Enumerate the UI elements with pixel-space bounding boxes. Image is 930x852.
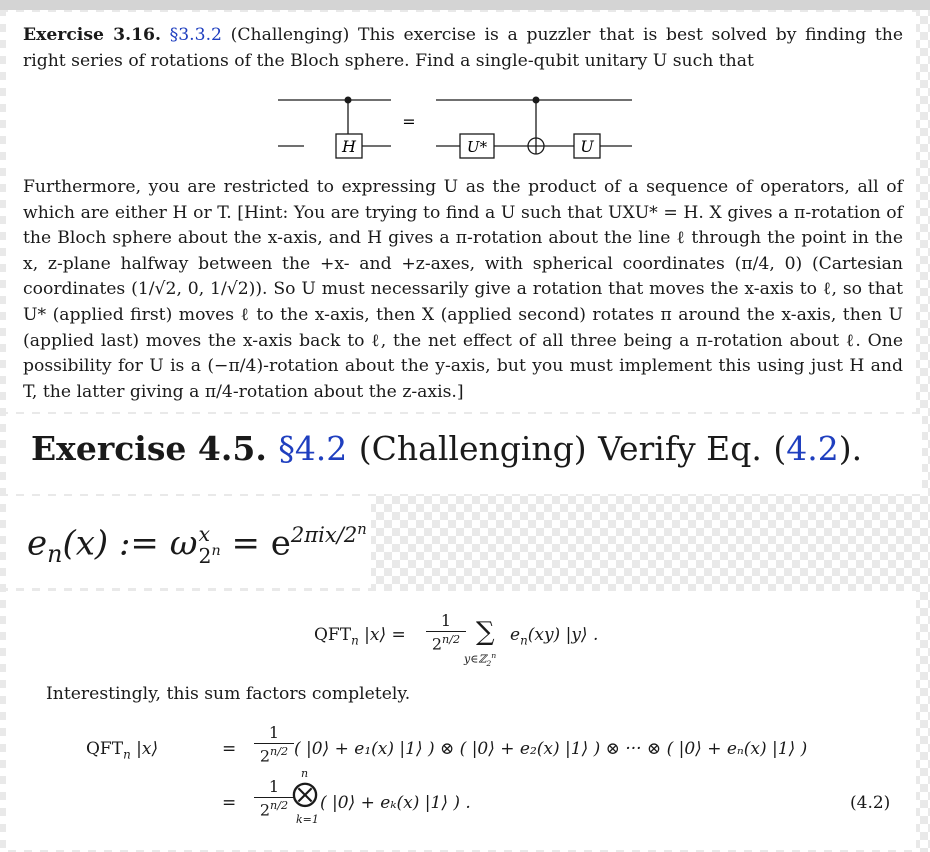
qft-fraction: 1 $2^{n/2}$ (426, 611, 466, 653)
formula-en-panel (6, 496, 371, 588)
formula-en: $e_n(x)$ := ω x 2$^n$ = $e^{2\pi ix/2^n}$ (27, 521, 367, 569)
heading-period: . (851, 429, 863, 468)
product-line-2: ( |0⟩ + eₖ(x) |1⟩ ) . (320, 793, 471, 813)
intro-text: This exercise is a puzzler that is best solved by finding the right series of rotations of the Bloch sphere. Find a single-qubit unitary U such that (23, 25, 904, 71)
difficulty-tag: (Challenging) (230, 25, 350, 45)
section-link-4-2[interactable]: §4.2 (278, 429, 348, 468)
factor-note: Interestingly, this sum factors completely. (46, 684, 411, 704)
equation-number: (4.2) (850, 793, 891, 813)
exercise-4-5-heading (31, 429, 862, 468)
circuit-equals: = (402, 112, 416, 131)
gate-h: H (342, 137, 356, 156)
exercise-3-16-label: Exercise 3.16. (23, 25, 161, 45)
exercise-3-16-body: Furthermore, you are restricted to expressing U as the product of a sequence of operators, all of which are either H or T. [Hint: You are trying to find a U such that UXU* = H. X gives a π-rotation of the Bloch sphere about the x-axis, and H gives a π-rotation about the line ℓ through the point in the x, z-plane halfway between the +x- and +z-axes, with spherical coordinates (π/4, 0) (Cartesian coordinates (1/√2, 0, 1/√2)). So U must necessarily give a rotation that moves the x-axis to ℓ, so that U* (applied first) moves ℓ to the x-axis, then X (applied second) rotates π around the x-axis, then U (applied last) moves the x-axis back to ℓ, the net effect of all three being a π-rotation about ℓ. One possibility for U is a (−π/4)-rotation about the y-axis, but you must implement this using just H and T, the latter giving a π/4-rotation about the z-axis.] (23, 177, 903, 402)
top-bar (0, 0, 930, 10)
exercise-4-5-label: Exercise 4.5. (31, 429, 267, 468)
eq-ref-number[interactable]: 4.2 (786, 429, 839, 468)
eq-ref-link[interactable]: (4.2) (773, 429, 852, 468)
gate-u-star: U* (466, 138, 488, 156)
exercise-4-5-verify: Verify Eq. (598, 429, 762, 468)
qft-definition: $QFT_n$ |x⟩ = 1 $2^{n/2}$ ∑ y∈ℤ$_2^n$ $e_n(xy)$ |y⟩ . (314, 611, 599, 668)
big-otimes-icon: ⨂ (292, 779, 318, 809)
product-line-1: ( |0⟩ + e₁(x) |1⟩ ) ⊗ ( |0⟩ + e₂(x) |1⟩ ) ⊗ ··· ⊗ ( |0⟩ + eₙ(x) |1⟩ ) (294, 739, 808, 759)
qft-factorization: $QFT_n$ |x⟩ = 1 $2^{n/2}$ ( |0⟩ + e₁(x) |1⟩ ) ⊗ ( |0⟩ + e₂(x) |1⟩ ) ⊗ ··· ⊗ ( |0⟩ + eₙ(x) |1⟩ ) = 1 $2^{n/2}$ n ⨂ k=1 ( |0⟩ + eₖ(x) |1⟩ ) . (4.2) (86, 723, 891, 826)
exercise-3-16-panel (6, 12, 916, 412)
exercise-3-16-intro (23, 23, 903, 74)
circuit-diagram (276, 94, 636, 164)
exercise-4-5-panel (6, 414, 922, 494)
gate-u: U (580, 137, 594, 156)
exercise-4-5-difficulty: (Challenging) (358, 429, 587, 468)
section-link-3-3-2[interactable]: §3.3.2 (169, 25, 222, 45)
qft-panel (6, 591, 916, 850)
